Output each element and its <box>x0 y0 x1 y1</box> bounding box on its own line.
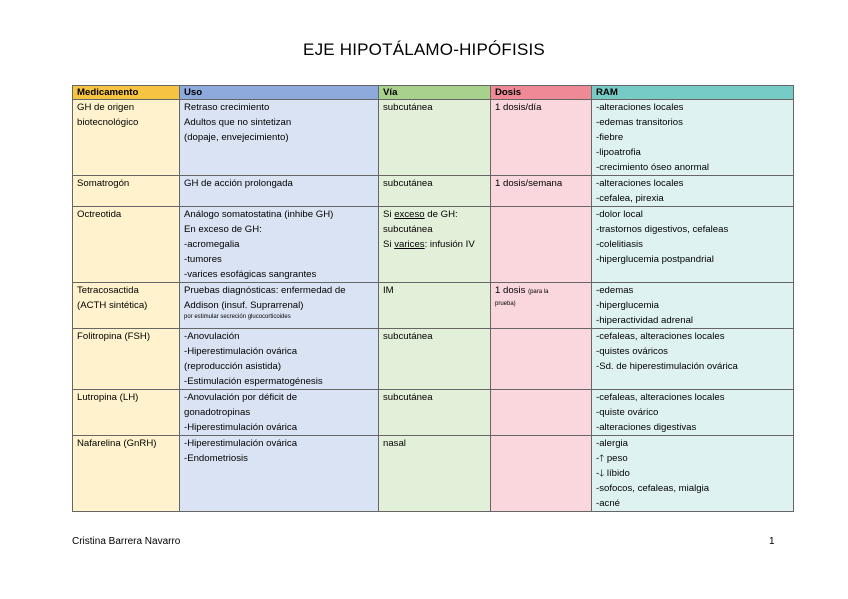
cell-medicamento <box>73 176 180 207</box>
cell-via <box>379 176 491 207</box>
cell-line: biotecnológico <box>77 117 139 128</box>
text-fragment: 1 dosis <box>495 285 526 296</box>
cell-medicamento <box>73 207 180 283</box>
cell-medicamento <box>73 436 180 512</box>
cell-line: -colelitiasis <box>596 239 643 250</box>
header-ram: RAM <box>592 86 794 100</box>
cell-line: -quistes ováricos <box>596 346 668 357</box>
cell-line: -cefalea, pirexia <box>596 193 664 204</box>
cell-line: -Anovulación por déficit de <box>184 392 298 403</box>
cell-uso <box>180 207 379 283</box>
cell-line: Lutropina (LH) <box>77 392 139 403</box>
cell-line: GH de origen <box>77 102 135 113</box>
cell-note: (para la <box>528 289 549 295</box>
cell-ram <box>592 436 794 512</box>
cell-line: -Hiperestimulación ovárica <box>184 422 298 433</box>
text-fragment: de GH: <box>424 209 458 220</box>
cell-dosis <box>491 207 592 283</box>
cell-line: -cefaleas, alteraciones locales <box>596 331 725 342</box>
table-row <box>73 283 794 329</box>
cell-line: -Endometriosis <box>184 453 248 464</box>
cell-ram <box>592 329 794 390</box>
cell-line: Folitropina (FSH) <box>77 331 151 342</box>
cell-line: Nafarelina (GnRH) <box>77 438 157 449</box>
cell-line: Retraso crecimiento <box>184 102 270 113</box>
cell-ram <box>592 207 794 283</box>
cell-via <box>379 329 491 390</box>
footer-author: Cristina Barrera Navarro <box>72 536 181 547</box>
cell-line: -hiperactividad adrenal <box>596 315 694 326</box>
cell-dosis <box>491 390 592 436</box>
cell-ram <box>592 283 794 329</box>
cell-ram <box>592 176 794 207</box>
cell-dosis <box>491 176 592 207</box>
cell-line: subcutánea <box>383 178 433 189</box>
cell-line: Análogo somatostatina (inhibe GH) <box>184 209 334 220</box>
cell-line: -Anovulación <box>184 331 240 342</box>
cell-via <box>379 390 491 436</box>
cell-line: -trastornos digestivos, cefaleas <box>596 224 729 235</box>
cell-line: (reproducción asistida) <box>184 361 282 372</box>
cell-dosis <box>491 100 592 176</box>
cell-line: (dopaje, envejecimiento) <box>184 132 289 143</box>
cell-ram <box>592 390 794 436</box>
cell-via <box>379 436 491 512</box>
cell-dosis <box>491 283 592 329</box>
header-via: Vía <box>379 86 491 100</box>
table-row <box>73 176 794 207</box>
cell-line <box>383 237 486 252</box>
cell-line: -tumores <box>184 254 222 265</box>
cell-line: nasal <box>383 438 406 449</box>
cell-line: 1 dosis/día <box>495 102 542 113</box>
cell-uso <box>180 329 379 390</box>
cell-line: gonadotropinas <box>184 407 251 418</box>
table-row <box>73 390 794 436</box>
cell-line: Addison (insuf. Suprarrenal) <box>184 300 304 311</box>
cell-uso <box>180 283 379 329</box>
cell-line: Pruebas diagnósticas: enfermedad de <box>184 285 346 296</box>
cell-medicamento <box>73 390 180 436</box>
cell-line: -alteraciones locales <box>596 178 684 189</box>
cell-line: -edemas transitorios <box>596 117 683 128</box>
text-fragment: Si <box>383 209 395 220</box>
cell-line: -hiperglucemia postpandrial <box>596 254 714 265</box>
page-number: 1 <box>769 536 775 547</box>
cell-line: -varices esofágicas sangrantes <box>184 269 317 280</box>
cell-line: -edemas <box>596 285 634 296</box>
cell-line: subcutánea <box>383 102 433 113</box>
cell-line: GH de acción prolongada <box>184 178 293 189</box>
cell-line: -lipoatrofia <box>596 147 641 158</box>
cell-note: por estimular secreción glucocorticoides <box>184 314 291 320</box>
cell-line: -sofocos, cefaleas, mialgia <box>596 483 710 494</box>
cell-line: -quiste ovárico <box>596 407 659 418</box>
cell-line: Tetracosactida <box>77 285 139 296</box>
table-row <box>73 329 794 390</box>
cell-uso <box>180 100 379 176</box>
header-medicamento: Medicamento <box>73 86 180 100</box>
table-row <box>73 100 794 176</box>
drug-table <box>72 85 794 512</box>
cell-line: subcutánea <box>383 392 433 403</box>
cell-medicamento <box>73 100 180 176</box>
page-title: EJE HIPOTÁLAMO-HIPÓFISIS <box>303 40 545 59</box>
cell-via <box>379 100 491 176</box>
cell-dosis <box>491 436 592 512</box>
cell-line: IM <box>383 285 394 296</box>
cell-line: Octreotida <box>77 209 122 220</box>
cell-line: -Estimulación espermatogénesis <box>184 376 323 387</box>
cell-ram <box>592 100 794 176</box>
header-dosis: Dosis <box>491 86 592 100</box>
cell-line: -hiperglucemia <box>596 300 659 311</box>
cell-line: -alergia <box>596 438 628 449</box>
cell-dosis <box>491 329 592 390</box>
cell-line: -dolor local <box>596 209 643 220</box>
cell-uso <box>180 390 379 436</box>
table-row <box>73 207 794 283</box>
table-row <box>73 436 794 512</box>
cell-line <box>383 207 486 222</box>
cell-line: -Hiperestimulación ovárica <box>184 346 298 357</box>
cell-medicamento <box>73 329 180 390</box>
cell-uso <box>180 436 379 512</box>
cell-line: -🡓 líbido <box>596 468 630 479</box>
cell-note: prueba) <box>495 301 516 307</box>
cell-line: -🡑 peso <box>596 453 628 464</box>
cell-line: -cefaleas, alteraciones locales <box>596 392 725 403</box>
cell-line: subcutánea <box>383 331 433 342</box>
cell-via <box>379 207 491 283</box>
cell-line: -Hiperestimulación ovárica <box>184 438 298 449</box>
header-uso: Uso <box>180 86 379 100</box>
text-fragment: : infusión IV <box>424 239 475 250</box>
cell-line: -fiebre <box>596 132 624 143</box>
underlined-text: varices <box>394 239 425 250</box>
cell-line: En exceso de GH: <box>184 224 262 235</box>
table-header-row <box>73 86 794 100</box>
cell-line: Somatrogón <box>77 178 130 189</box>
cell-line: Adultos que no sintetizan <box>184 117 292 128</box>
cell-line: -alteraciones digestivas <box>596 422 697 433</box>
cell-medicamento <box>73 283 180 329</box>
cell-line: -crecimiento óseo anormal <box>596 162 710 173</box>
cell-line: -Sd. de hiperestimulación ovárica <box>596 361 738 372</box>
cell-line <box>495 283 587 300</box>
text-fragment: Si <box>383 239 395 250</box>
underlined-text: exceso <box>394 209 425 220</box>
cell-via <box>379 283 491 329</box>
cell-line: 1 dosis/semana <box>495 178 563 189</box>
cell-uso <box>180 176 379 207</box>
cell-line: subcutánea <box>383 224 433 235</box>
cell-line: -acné <box>596 498 620 509</box>
cell-line: -alteraciones locales <box>596 102 684 113</box>
cell-line: (ACTH sintética) <box>77 300 148 311</box>
cell-line: -acromegalia <box>184 239 240 250</box>
